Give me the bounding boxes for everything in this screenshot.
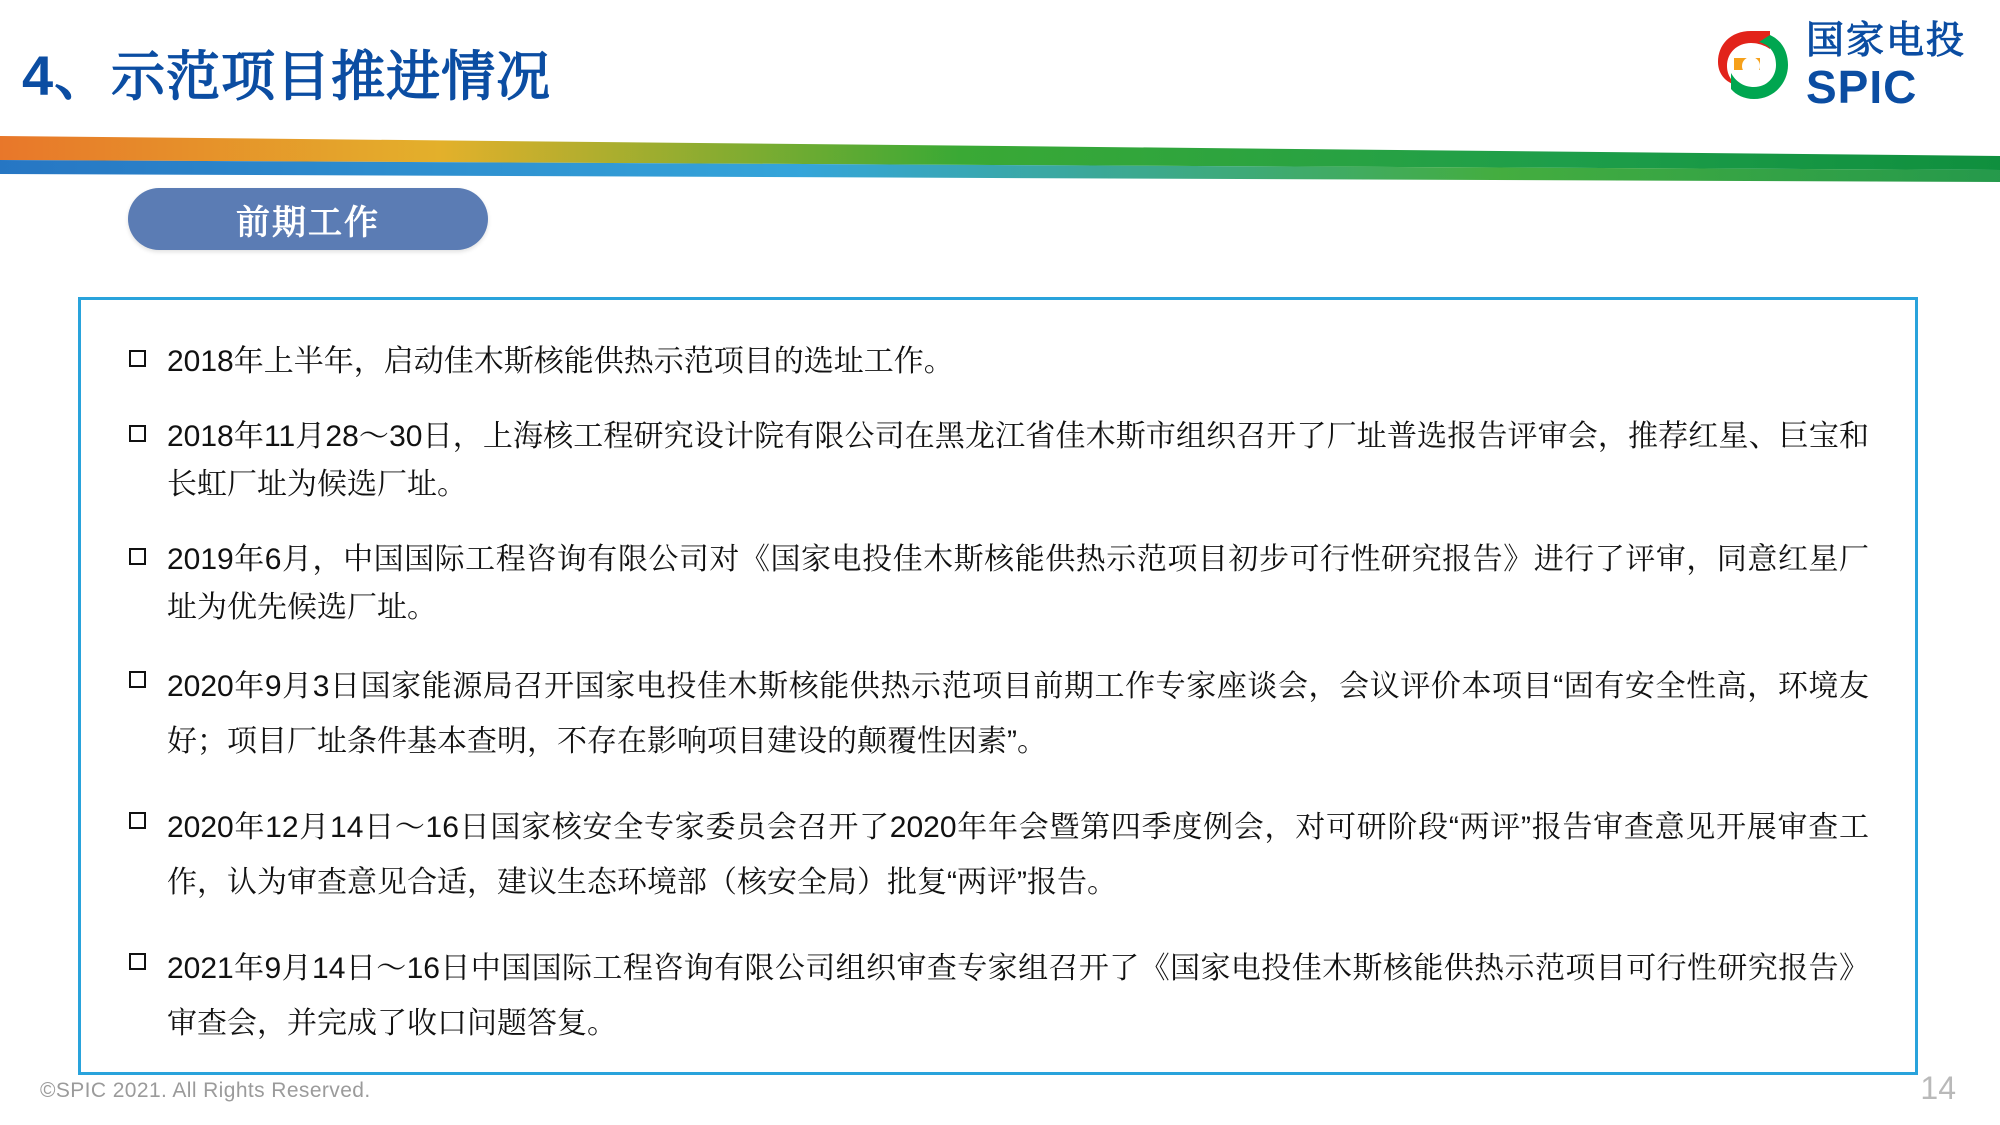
- page-title: [22, 32, 551, 112]
- list-item: [125, 413, 1869, 510]
- list-item-text: 2020年9月3日国家能源局召开国家电投佳木斯核能供热示范项目前期工作专家座谈会，会议评价本项目“固有安全性高，环境友好；项目厂址条件基本查明，不存在影响项目建设的颠覆性因素”。: [167, 669, 1869, 759]
- list-item: [125, 800, 1869, 911]
- list-item-text: 2018年11月28～30日，上海核工程研究设计院有限公司在黑龙江省佳木斯市组织召开了厂址普选报告评审会，推荐红星、巨宝和长虹厂址为候选厂址。: [167, 419, 1869, 502]
- list-item: [125, 941, 1869, 1052]
- spic-logo-icon: [1710, 25, 1792, 107]
- square-bullet-icon: [129, 953, 146, 970]
- square-bullet-icon: [129, 812, 146, 829]
- page-title-text: 示范项目推进情况: [111, 47, 552, 107]
- square-bullet-icon: [129, 671, 146, 688]
- square-bullet-icon: [129, 425, 146, 442]
- section-pill: [128, 188, 488, 250]
- list-item-text: 2018年上半年，启动佳木斯核能供热示范项目的选址工作。: [167, 345, 954, 378]
- logo-en-name: SPIC: [1805, 61, 1918, 113]
- list-item-text: 2019年6月，中国国际工程咨询有限公司对《国家电投佳木斯核能供热示范项目初步可行性研究报告》进行了评审，同意红星厂址为优先候选厂址。: [167, 542, 1869, 625]
- brand-logo: [1710, 20, 1966, 113]
- section-pill-label: 前期工作: [236, 203, 380, 242]
- decorative-band: [0, 130, 2000, 190]
- list-item: [125, 536, 1869, 633]
- bullet-list: [125, 338, 1869, 1052]
- list-item-text: 2020年12月14日～16日国家核安全专家委员会召开了2020年年会暨第四季度例会，对可研阶段“两评”报告审查意见开展审查工作，认为审查意见合适，建议生态环境部（核安全局）批复“两评”报告。: [167, 810, 1869, 900]
- page-number: 14: [1920, 1070, 1956, 1106]
- footer-copyright: ©SPIC 2021. All Rights Reserved.: [40, 1079, 371, 1102]
- logo-cn-name: 国家电投: [1805, 20, 1966, 62]
- square-bullet-icon: [129, 548, 146, 565]
- page-title-number: 4、: [22, 44, 112, 107]
- list-item: [125, 338, 1869, 387]
- list-item: [125, 659, 1869, 770]
- list-item-text: 2021年9月14日～16日中国国际工程咨询有限公司组织审查专家组召开了《国家电投佳木斯核能供热示范项目可行性研究报告》审查会，并完成了收口问题答复。: [167, 951, 1869, 1041]
- square-bullet-icon: [129, 350, 146, 367]
- content-box: [78, 297, 1918, 1075]
